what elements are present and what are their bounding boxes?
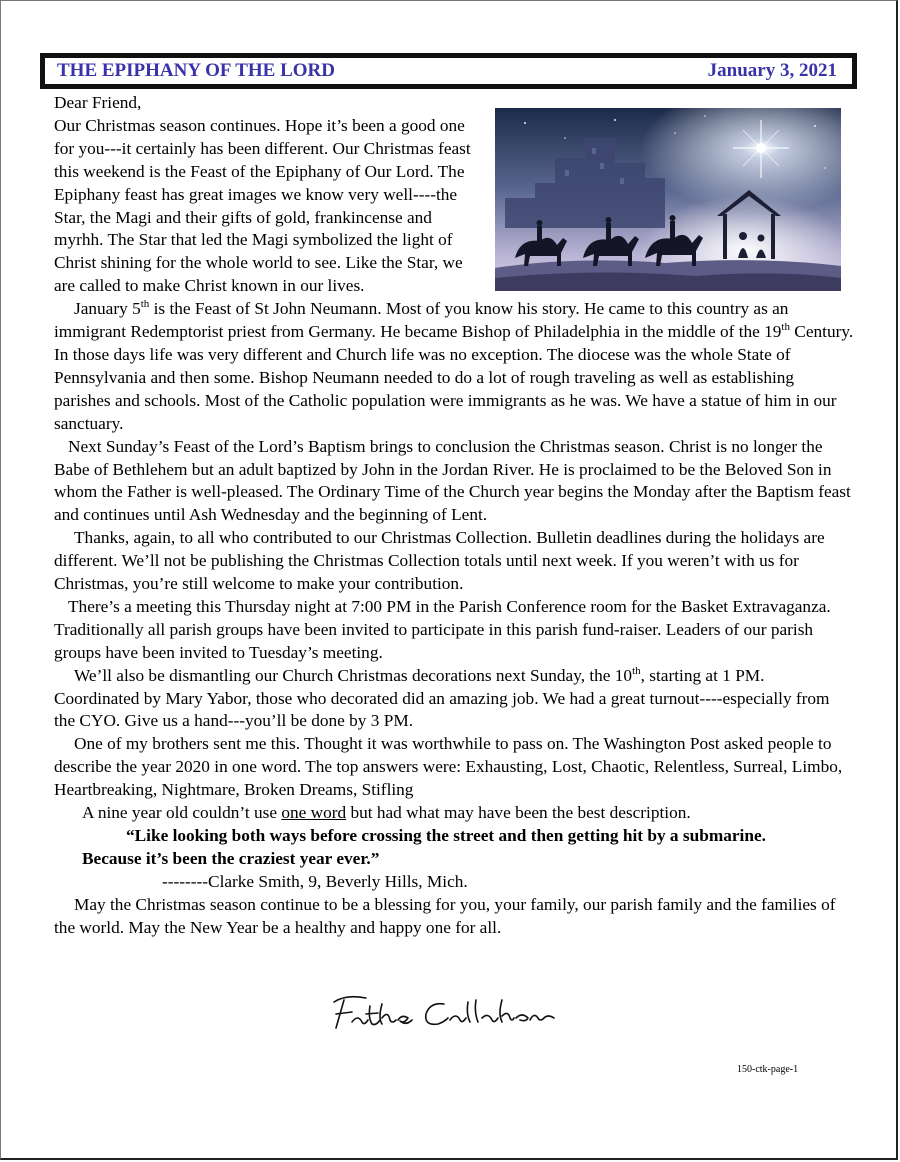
letter-body (54, 92, 854, 940)
bulletin-header (40, 53, 857, 89)
signature-image (326, 990, 566, 1040)
paragraph-washington-post: One of my brothers sent me this. Thought it was worthwhile to pass on. The Washington Post asked people to describe the year 2020 in one word. The top answers were: Exhausting, Lost, Chaotic, Relentless, Surreal, Limbo, Heartbreaking, Nightmare, Broken Dreams, Stifling (54, 734, 843, 800)
quote-line-2: Because it’s been the craziest year ever.” (82, 848, 380, 868)
paragraph-collection: Thanks, again, to all who contributed to our Christmas Collection. Bulletin deadlines during the holidays are different. We’ll not be publishing the Christmas Collection totals until next week. If you weren’t with us for Christmas, you’re still welcome to make your contribution. (54, 528, 825, 594)
page-id: 150-ctk-page-1 (737, 1064, 799, 1075)
paragraph-nine-year-old: A nine year old couldn’t use one word but had what may have been the best description. (82, 803, 691, 823)
page-title: THE EPIPHANY OF THE LORD (57, 60, 335, 81)
quote-attribution: --------Clarke Smith, 9, Beverly Hills, Mich. (162, 871, 468, 891)
paragraph-closing: May the Christmas season continue to be a blessing for you, your family, our parish family and the families of the world. May the New Year be a healthy and happy one for all. (54, 894, 836, 937)
paragraph-meeting: There’s a meeting this Thursday night at 7:00 PM in the Parish Conference room for the Basket Extravaganza. Traditionally all parish groups have been invited to participate in this parish fund-raiser. Leaders of our parish groups have been invited to Tuesday’s meeting. (54, 596, 831, 662)
paragraph-baptism: Next Sunday’s Feast of the Lord’s Baptism brings to conclusion the Christmas season. Christ is no longer the Babe of Bethlehem but an adult baptized by John in the Jordan River. He is proclaimed to be the Beloved Son in whom the Father is well-pleased. The Ordinary Time of the Church year begins the Monday after the Baptism feast and continues until Ash Wednesday and the beginning of Lent. (54, 436, 851, 525)
quote-line-1: “Like looking both ways before crossing the street and then getting hit by a submarine. (126, 826, 766, 845)
greeting: Dear Friend, (54, 93, 142, 112)
bulletin-date: January 3, 2021 (707, 60, 837, 81)
paragraph-epiphany: Our Christmas season continues. Hope it’s been a good one for you---it certainly has been different. Our Christmas feast this weekend is the Feast of the Epiphany of Our Lord. The Epiphany feast has great images we know very well----the Star, the Magi and their gifts of gold, frankincense and myrhh. The Star that led the Magi symbolized the light of Christ shining for the whole world to see. Like the Star, we are called to make Christ known in our lives. (54, 115, 471, 296)
paragraph-decorations: We’ll also be dismantling our Church Christmas decorations next Sunday, the 10th, starting at 1 PM. Coordinated by Mary Yabor, those who decorated did an amazing job. We had a great turnout----especially from the CYO. Give us a hand---you’ll be done by 3 PM. (54, 664, 830, 731)
paragraph-neumann: January 5th is the Feast of St John Neumann. Most of you know his story. He came to this country as an immigrant Redemptorist priest from Germany. He became Bishop of Philadelphia in the middle of the 19th Century. In those days life was very different and Church life was no exception. The diocese was the whole State of Pennsylvania and then some. Bishop Neumann needed to do a lot of rough traveling as well as establishing parishes and schools. Most of the Catholic population were immigrants as he was. We have a statue of him in our sanctuary. (54, 298, 854, 433)
